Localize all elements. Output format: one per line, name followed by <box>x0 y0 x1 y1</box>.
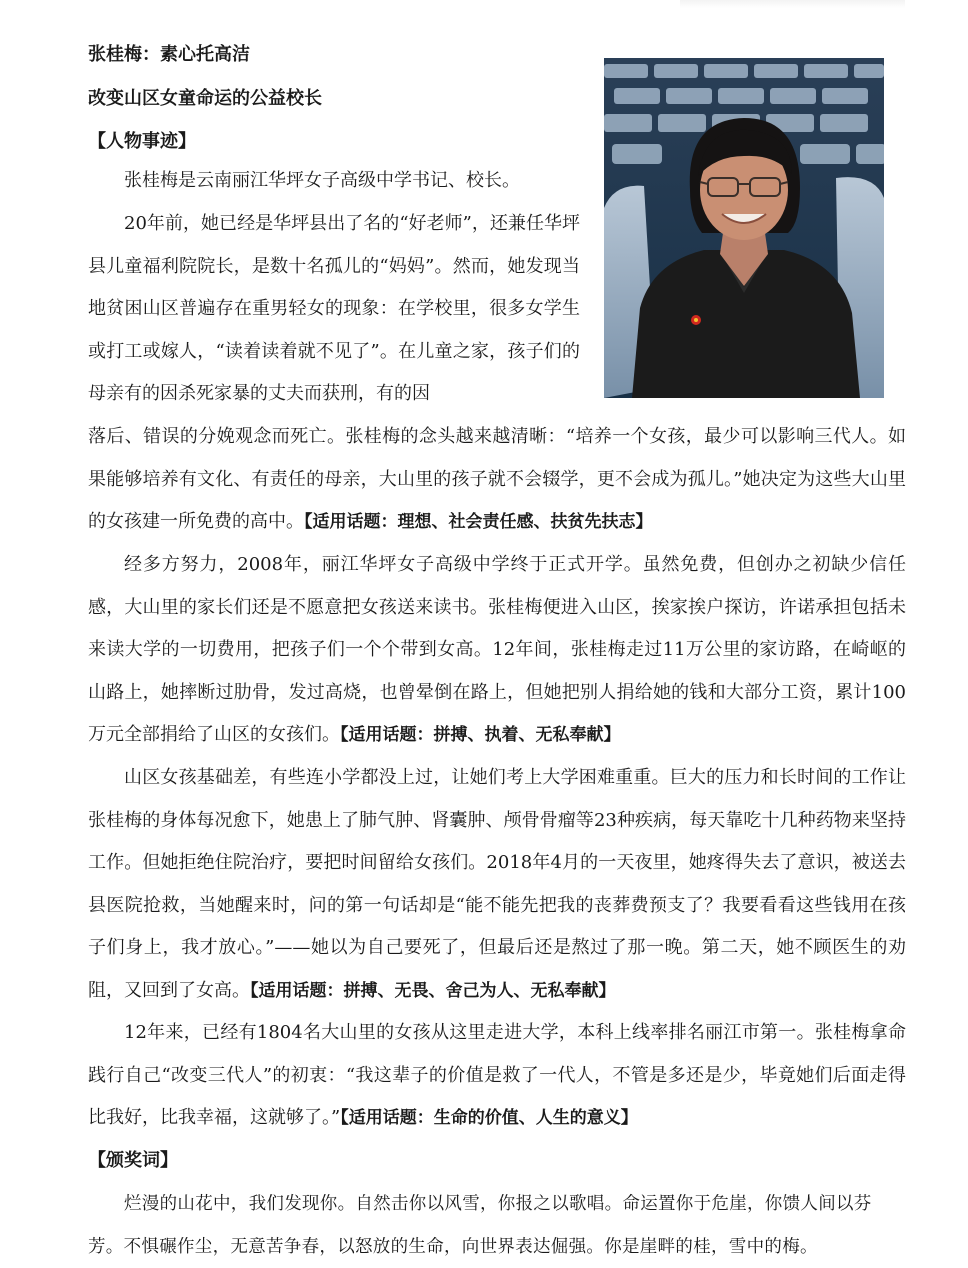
topic-tag: 【适用话题：拼搏、执着、无私奉献】 <box>340 725 621 745</box>
topic-tag: 【适用话题：理想、社会责任感、扶贫先扶志】 <box>304 512 653 532</box>
paragraph-decision-text: 落后、错误的分娩观念而死亡。张桂梅的念头越来越清晰：“培养一个女孩，最少可以影响三代人。如果能够培养有文化、有责任的母亲，大山里的孩子就不会辍学，更不会成为孤儿。”她决定为这些大山里的女孩建一所免费的高中。 <box>88 426 906 532</box>
section-deeds-heading: 【人物事迹】 <box>88 131 196 152</box>
article-title: 张桂梅：素心托高洁 <box>88 44 250 65</box>
portrait-photo <box>604 58 884 398</box>
paragraph-background: 20年前，她已经是华坪县出了名的“好老师”，还兼任华坪县儿童福利院院长，是数十名孤儿的“妈妈”。然而，她发现当地贫困山区普遍存在重男轻女的现象：在学校里，很多女学生或打工或嫁人，“读着读着就不见了”。在儿童之家，孩子们的母亲有的因杀死家暴的丈夫而获刑，有的因 <box>88 213 580 404</box>
topic-tag: 【适用话题：拼搏、无畏、舍己为人、无私奉献】 <box>250 980 616 1001</box>
topic-tag: 【适用话题：生命的价值、人生的意义】 <box>340 1108 638 1128</box>
paragraph-illness-text: 山区女孩基础差，有些连小学都没上过，让她们考上大学困难重重。巨大的压力和长时间的工作让张桂梅的身体每况愈下，她患上了肺气肿、肾囊肿、颅骨骨瘤等23种疾病，每天靠吃十几种药物来坚持工作。但她拒绝住院治疗，要把时间留给女孩们。2018年4月的一天夜里，她疼得失去了意识，被送去县医院抢救，当她醒来时，问的第一句话却是“能不能先把我的丧葬费预支了？我要看看这些钱用在孩子们身上，我才放心。”——她以为自己要死了，但最后还是熬过了那一晚。第二天，她不顾医生的劝阻，又回到了女高。 <box>88 767 906 1001</box>
top-scroll-strip <box>680 0 905 8</box>
portrait-illustration <box>604 58 884 398</box>
section-award-heading: 【颁奖词】 <box>88 1150 178 1171</box>
paragraph-founding <box>88 544 906 757</box>
paragraph-results-text: 12年来，已经有1804名大山里的女孩从这里走进大学，本科上线率排名丽江市第一。张桂梅拿命践行自己“改变三代人”的初衷：“我这辈子的价值是救了一代人，不管是多还是少，毕竟她们后面走得比我好，比我幸福，这就够了。” <box>88 1022 906 1128</box>
paragraph-results <box>88 1012 906 1140</box>
paragraph-illness <box>88 757 906 1012</box>
article-subtitle: 改变山区女童命运的公益校长 <box>88 88 322 109</box>
paragraph-decision <box>88 416 906 544</box>
award-citation: 烂漫的山花中，我们发现你。自然击你以风雪，你报之以歌唱。命运置你于危崖，你馈人间以芬芳。不惧碾作尘，无意苦争春，以怒放的生命，向世界表达倔强。你是崖畔的桂，雪中的梅。 <box>88 1194 872 1257</box>
paragraph-founding-text: 经多方努力，2008年，丽江华坪女子高级中学终于正式开学。虽然免费，但创办之初缺少信任感，大山里的家长们还是不愿意把女孩送来读书。张桂梅便进入山区，挨家挨户探访，许诺承担包括未来读大学的一切费用，把孩子们一个个带到女高。12年间，张桂梅走过11万公里的家访路，在崎岖的山路上，她摔断过肋骨，发过高烧，也曾晕倒在路上，但她把别人捐给她的钱和大部分工资，累计100万元全部捐给了山区的女孩们。 <box>88 554 906 745</box>
paragraph-intro: 张桂梅是云南丽江华坪女子高级中学书记、校长。 <box>124 170 520 191</box>
